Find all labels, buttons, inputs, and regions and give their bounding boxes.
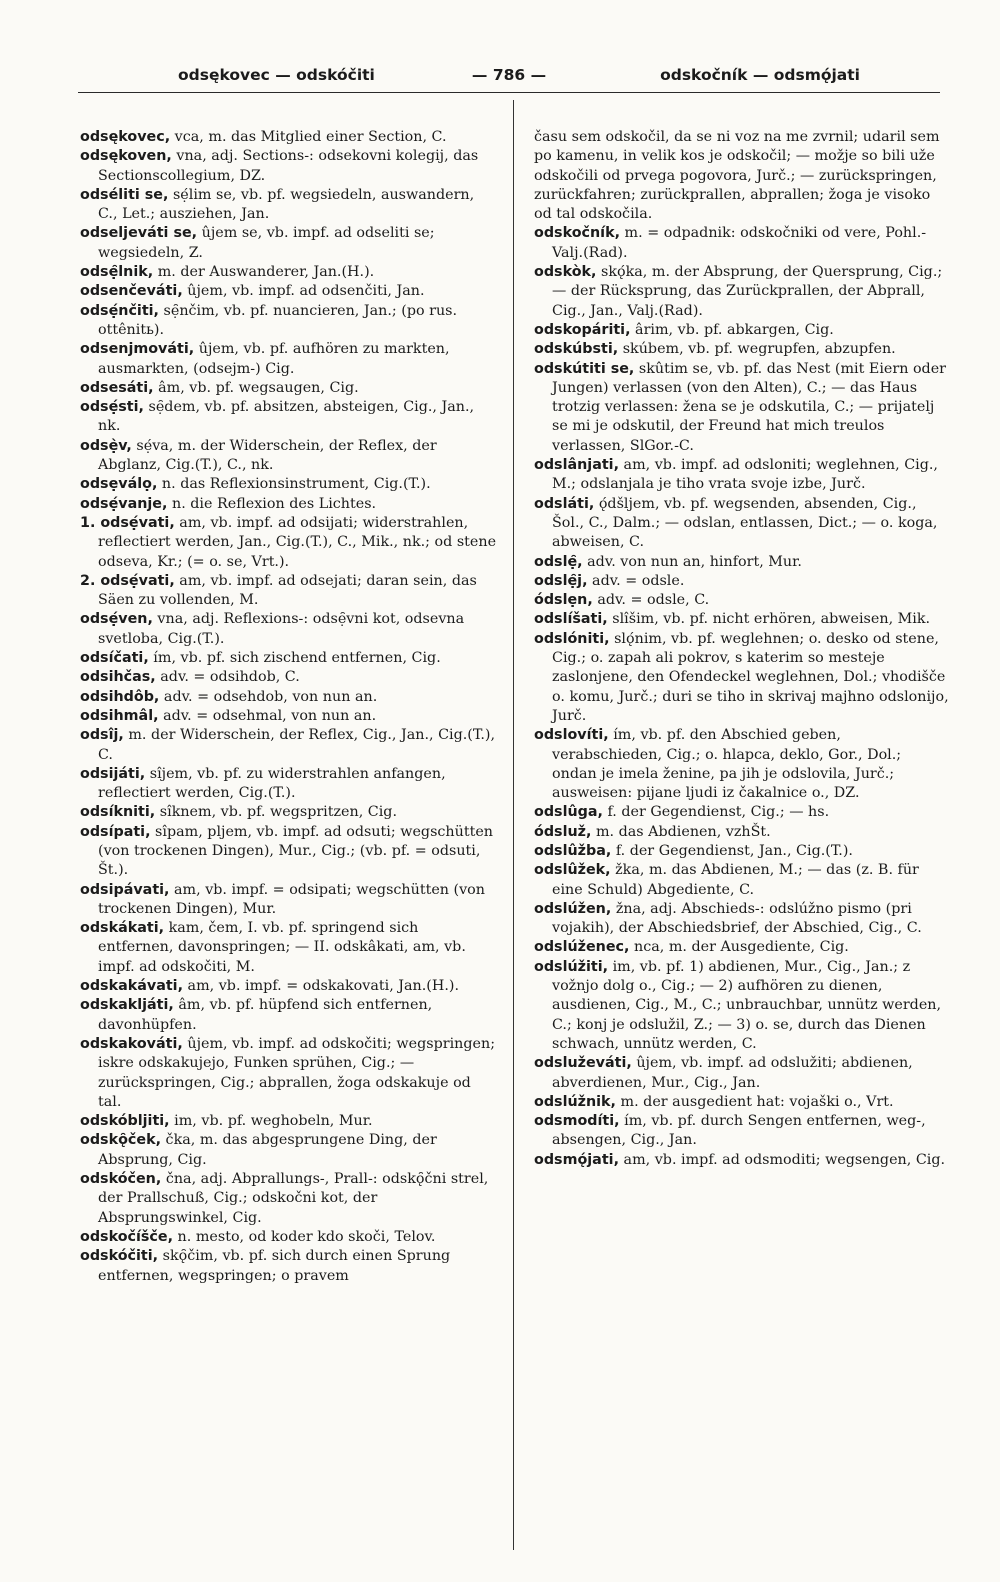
dictionary-entry [80,495,498,514]
entry-headword: ódsluž, [534,823,592,840]
entry-definition: ârim, vb. pf. abkargen, Cig. [630,321,834,338]
entry-definition: vca, m. das Mitglied einer Section, C. [170,129,447,145]
entry-definition: am, vb. impf. = odskakovati, Jan.(H.). [183,978,460,995]
dictionary-entry [534,224,950,263]
dictionary-entry [534,321,950,340]
entry-headword: 2. odsẹ́vati, [80,572,175,589]
entry-definition: ǫ́dšljem, vb. pf. wegsenden, absenden, Cig., Šol., C., Dalm.; — odslan, entlassen, Dict.; — o. koga, abweisen, C. [552,495,938,551]
dictionary-entry [80,1112,498,1131]
entry-definition: ím, vb. pf. sich zischend entfernen, Cig. [148,650,441,667]
entry-definition: slǫ́nim, vb. pf. weglehnen; o. desko od stene, Cig.; o. zapah ali pokrov, s katerim so mesteje zaslonjene, den Ofendeckel weglehnen, Dol.; vhodišče o. komu, Jurč.; duri se tiho in skrivaj majhno odslonijo, Jurč. [552,630,949,724]
entry-headword: odskóbljiti, [80,1113,170,1130]
entry-definition: n. die Reflexion des Lichtes. [167,495,377,512]
dictionary-entry [80,1035,498,1112]
column-divider [513,100,514,1550]
entry-definition: ûjem, vb. impf. ad odslužiti; abdienen, abverdienen, Mur., Cig., Jan. [552,1055,913,1091]
entry-headword: odsihčas, [80,669,156,686]
dictionary-entry [80,186,498,225]
dictionary-entry [534,456,950,495]
dictionary-entry [80,398,498,437]
dictionary-entry [534,861,950,900]
entry-definition: f. der Gegendienst, Cig.; — hs. [602,804,830,821]
entry-headword: odséliti se, [80,186,169,203]
entry-headword: odsíčati, [80,650,149,667]
entry-definition: skǫ̑čim, vb. pf. sich durch einen Sprung entfernen, wegspringen; o pravem [98,1248,451,1284]
entry-definition: ím, vb. pf. den Abschied geben, verabschieden, Cig.; o. hlapca, deklo, Gor., Dol.; ondan je imela ženine, pa jih je odslovila, Jurč.; ausweisen: pijane ljudi iz čakalnice o., DZ. [552,727,902,802]
dictionary-entry [80,302,498,341]
entry-definition: sîpam, pljem, vb. impf. ad odsuti; wegschütten (von trockenen Dingen), Mur., Cig.; (vb. pf. = odsuti, Št.). [98,823,493,879]
entry-headword: odslúžnik, [534,1093,616,1110]
dictionary-entry [534,1054,950,1093]
entry-definition: nca, m. der Ausgediente, Cig. [629,939,849,956]
entry-headword: odskákati, [80,920,165,937]
dictionary-entry [534,495,950,553]
entry-headword: odskakováti, [80,1035,183,1052]
dictionary-entry [534,263,950,321]
entry-definition: žna, adj. Abschieds-: odslúžno pismo (pri vojakih), der Abschiedsbrief, der Abschied, Cig., C. [552,900,922,937]
dictionary-entry [534,610,950,629]
header-left-guide-words: odsękovec — odskóčiti [178,66,375,84]
entry-definition: ím, vb. pf. durch Sengen entfernen, weg-, absengen, Cig., Jan. [552,1113,926,1149]
entry-definition: adv. = odsehdob, von nun an. [159,688,378,705]
entry-definition: m. der ausgedient hat: vojaški o., Vrt. [615,1093,894,1110]
entry-headword: odsîj, [80,727,124,744]
entry-definition: m. = odpadnik: odskočniki od vere, Pohl.-Valj.(Rad). [552,225,927,261]
entry-definition: ûjem, vb. impf. ad odsenčiti, Jan. [182,283,425,300]
entry-headword: odskakávati, [80,978,184,995]
dictionary-entry [80,379,498,398]
entry-headword: odsẹ́sti, [80,399,144,416]
entry-definition: âm, vb. pf. hüpfend sich entfernen, davonhüpfen. [98,997,433,1033]
dictionary-entry [80,263,498,282]
entry-definition: âm, vb. pf. wegsaugen, Cig. [153,379,359,396]
entry-definition: čka, m. das abgesprungene Ding, der Absprung, Cig. [98,1132,437,1168]
dictionary-entry [80,224,498,263]
entry-headword: odsẹ̀v, [80,437,132,454]
dictionary-entry [80,726,498,765]
entry-definition: kam, čem, I. vb. pf. springend sich entfernen, davonspringen; — II. odskâkati, am, vb. impf. ad odskočiti, M. [98,920,466,975]
entry-headword: odsẹ́ven, [80,611,153,628]
entry-definition: adv. von nun an, hinfort, Mur. [582,553,802,570]
entry-definition: sẹ́lim se, vb. pf. wegsiedeln, auswandern, C., Let.; ausziehen, Jan. [98,186,475,223]
dictionary-entry [80,128,498,147]
dictionary-entry [80,572,498,611]
entry-definition: času sem odskočil, da se ni voz na me zvrnil; udaril sem po kamenu, in velik kos je odskočil; — možje so bili uže odskočili od prvega pogovora, Jurč.; — zurückspringen, zurückfahren; zurückprallen, abprallen; žoga je visoko od tal odskočila. [534,129,940,223]
entry-headword: odsihdôb, [80,688,160,705]
entry-headword: odsláti, [534,495,595,512]
right-column [534,128,950,1170]
dictionary-entry [80,977,498,996]
entry-headword: odslẹ̑j, [534,572,588,589]
dictionary-entry [80,1228,498,1247]
entry-definition: n. das Reflexionsinstrument, Cig.(T.). [157,476,431,493]
dictionary-entry [534,591,950,610]
entry-definition: adv. = odsehmal, von nun an. [158,707,377,724]
entry-headword: odslóniti, [534,630,610,647]
entry-headword: odskúbsti, [534,341,619,358]
dictionary-entry [80,649,498,668]
entry-definition: skûtim se, vb. pf. das Nest (mit Eiern oder Jungen) verlassen (von den Alten), C.; — das Haus trotzig verlassen: žena se je odskutila, C.; — prijatelj se mi je odskutil, der Freund hat mich treulos verlassen, SlGor.-C. [552,360,947,454]
entry-definition: adv. = odsihdob, C. [155,669,300,686]
entry-definition: ûjem, vb. impf. ad odskočiti; wegspringen; iskre odskakujejo, Funken sprühen, Cig.; — zurückspringen, Cig.; abprallen, žoga odskakuje od tal. [98,1035,496,1110]
entry-definition: am, vb. impf. ad odsejati; daran sein, das Säen zu vollenden, M. [98,572,477,609]
entry-headword: odslûga, [534,804,603,821]
entry-headword: odsenčeváti, [80,283,183,300]
running-header [78,60,940,93]
entry-headword: odskopáriti, [534,321,631,338]
entry-headword: odslûžek, [534,862,611,879]
entry-headword: odskóčiti, [80,1248,159,1265]
dictionary-entry [534,958,950,1054]
entry-headword: odslúžen, [534,900,612,917]
entry-headword: odskòk, [534,264,597,281]
entry-headword: odsmodíti, [534,1113,620,1130]
entry-headword: odsẹ́vanje, [80,495,168,512]
dictionary-entry [80,475,498,494]
dictionary-entry [80,881,498,920]
entry-definition: am, vb. impf. ad odsijati; widerstrahlen, reflectiert werden, Jan., Cig.(T.), C., Mik., nk.; od stene odseva, Kr.; (= o. se, Vrt.). [98,514,497,570]
dictionary-entry [80,437,498,476]
entry-definition: im, vb. pf. 1) abdienen, Mur., Cig., Jan.; z vožnjo dolg o., Cig.; — 2) aufhören zu dienen, ausdienen, Cig., M., C.; unbrauchbar, unnütz werden, C.; konj je odslužil, Z.; — 3) o. se, durch das Dienen schwach, unnütz werden, C. [552,958,942,1052]
entry-headword: odslovíti, [534,727,609,744]
entry-definition: am, vb. impf. ad odsloniti; weglehnen, Cig., M.; odslanjala je tiho vrata svoje izbe, Jurč. [552,457,938,493]
entry-headword: odskakljáti, [80,997,174,1014]
entry-headword: odsękovec, [80,129,171,145]
entry-headword: odskútiti se, [534,360,635,377]
page-number: — 786 — [471,66,547,84]
dictionary-entry [534,630,950,726]
dictionary-entry [80,1247,498,1286]
entry-definition: žka, m. das Abdienen, M.; — das (z. B. für eine Schuld) Abgediente, C. [552,862,919,898]
dictionary-entry [534,340,950,359]
entry-headword: odskočíšče, [80,1228,173,1245]
entry-headword: odskǫ̑ček, [80,1132,162,1149]
dictionary-entry [80,919,498,977]
dictionary-entry [80,688,498,707]
entry-definition: adv. = odsle, C. [592,592,710,609]
entry-definition: ûjem, vb. pf. aufhören zu markten, ausmarkten, (odsejm-) Cig. [98,341,450,377]
entry-definition: skǫ́ka, m. der Absprung, der Quersprung, Cig.; — der Rücksprung, das Zurückprallen, der Abprall, Cig., Jan., Valj.(Rad). [552,264,943,319]
entry-headword: odsíkniti, [80,804,156,821]
entry-headword: odsihmâl, [80,707,159,724]
entry-definition: vna, adj. Reflexions-: odsẹ̑vni kot, odsevna svetloba, Cig.(T.). [98,611,465,647]
entry-headword: odslúženec, [534,939,630,956]
entry-headword: odslânjati, [534,457,620,474]
entry-definition: m. das Abdienen, vzhŠt. [591,823,771,840]
dictionary-entry [534,360,950,456]
dictionary-entry [534,726,950,803]
entry-definition: adv. = odsle. [587,572,685,589]
entry-definition: čna, adj. Abprallungs-, Prall-: odskǫ̑čni strel, der Prallschuß, Cig.; odskočni kot, der Absprungswinkel, Cig. [98,1171,489,1226]
dictionary-entry [80,803,498,822]
dictionary-entry [80,707,498,726]
dictionary-entry [534,900,950,939]
dictionary-entry [80,668,498,687]
entry-definition: sẹ̑dem, vb. pf. absitzen, absteigen, Cig., Jan., nk. [98,399,475,435]
entry-definition: m. der Widerschein, der Reflex, Cig., Jan., Cig.(T.), C. [98,727,495,763]
dictionary-entry [80,282,498,301]
dictionary-entry [534,938,950,957]
entry-headword: odsẹválọ, [80,476,158,493]
entry-headword: odseljeváti se, [80,225,198,242]
entry-headword: odsẹ̑lnik, [80,264,154,281]
entry-definition: sîjem, vb. pf. zu widerstrahlen anfangen, reflectiert werden, Cig.(T.). [98,765,446,802]
header-right-guide-words: odskočník — odsmǫ́jati [660,66,860,84]
entry-definition: sîknem, vb. pf. wegspritzen, Cig. [155,804,397,821]
dictionary-entry [534,823,950,842]
dictionary-entry [80,340,498,379]
entry-headword: odslẹ̑, [534,553,583,570]
entry-headword: odsękoven, [80,148,172,165]
entry-definition: am, vb. impf. ad odsmoditi; wegsengen, Cig. [619,1151,946,1168]
entry-definition: n. mesto, od koder kdo skoči, Telov. [173,1228,436,1245]
dictionary-entry [80,996,498,1035]
entry-headword: odskočník, [534,225,621,242]
entry-definition: am, vb. impf. = odsipati; wegschütten (von trockenen Dingen), Mur. [98,881,486,917]
dictionary-entry [534,128,950,224]
entry-headword: odsẹ́nčiti, [80,302,159,319]
entry-headword: odsenjmováti, [80,341,195,358]
dictionary-entry [80,765,498,804]
entry-headword: odsipávati, [80,881,170,898]
entry-definition: slîšim, vb. pf. nicht erhören, abweisen, Mik. [607,611,931,628]
dictionary-entry [80,1131,498,1170]
entry-definition: im, vb. pf. weghobeln, Mur. [169,1113,373,1130]
dictionary-entry [80,514,498,572]
entry-definition: vna, adj. Sections-: odsekovni kolegij, das Sectionscollegium, DZ. [98,148,479,184]
entry-definition: skúbem, vb. pf. wegrupfen, abzupfen. [618,341,896,358]
entry-definition: sẹ́va, m. der Widerschein, der Reflex, der Abglanz, Cig.(T.), C., nk. [98,437,437,474]
entry-definition: m. der Auswanderer, Jan.(H.). [153,264,375,281]
entry-definition: sẹ̑nčim, vb. pf. nuancieren, Jan.; (po rus. ottênitь). [98,302,458,338]
dictionary-entry [80,1170,498,1228]
dictionary-entry [80,147,498,186]
dictionary-entry [534,553,950,572]
dictionary-entry [534,572,950,591]
entry-definition: ûjem se, vb. impf. ad odseliti se; wegsiedeln, Z. [98,225,435,261]
dictionary-entry [534,803,950,822]
entry-definition: f. der Gegendienst, Jan., Cig.(T.). [611,842,853,859]
entry-headword: odslúžiti, [534,958,609,975]
entry-headword: odsípati, [80,823,151,840]
dictionary-entry [534,842,950,861]
entry-headword: odsesáti, [80,379,154,396]
dictionary-entry [80,823,498,881]
entry-headword: 1. odsẹ́vati, [80,514,175,531]
entry-headword: odsmǫ́jati, [534,1151,619,1168]
left-column [80,128,498,1286]
entry-headword: odslíšati, [534,611,608,628]
entry-headword: odsluževáti, [534,1055,632,1072]
entry-headword: odsijáti, [80,765,146,782]
dictionary-entry [534,1093,950,1112]
entry-headword: ódslẹn, [534,592,593,609]
dictionary-entry [534,1151,950,1170]
entry-headword: odslûžba, [534,842,612,859]
dictionary-entry [534,1112,950,1151]
entry-headword: odskóčen, [80,1171,162,1188]
dictionary-entry [80,610,498,649]
